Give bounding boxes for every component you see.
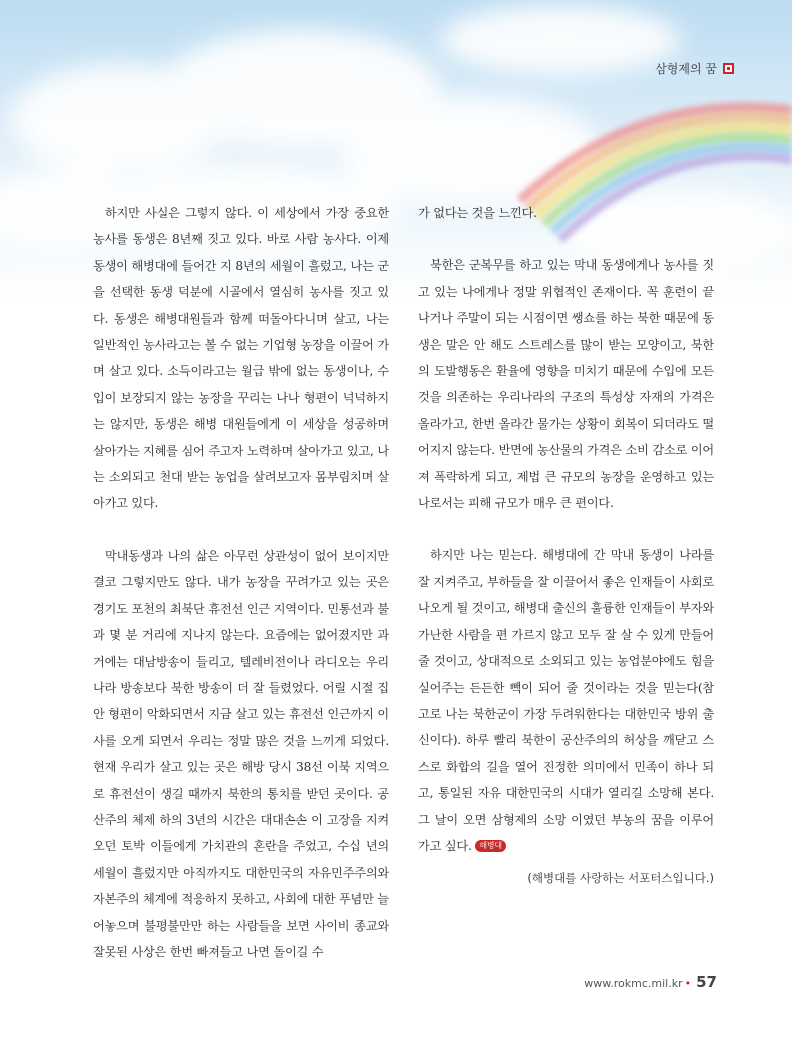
footer-url: www.rokmc.mil.kr <box>584 977 683 990</box>
page-footer <box>584 973 717 991</box>
left-column <box>93 200 389 965</box>
paragraph: 하지만 사실은 그렇지 않다. 이 세상에서 가장 중요한 농사를 동생은 8년째 짓고 있다. 바로 사람 농사다. 이제 동생이 해병대에 들어간 지 8년의 세월이 흘렀고, 나는 군을 선택한 동생 덕분에 시골에서 열심히 농사를 짓고 있다. 동생은 해병대원들과 함께 떠돌아다니며 살고, 나는 일반적인 농사라고는 볼 수 없는 기업형 농장을 이끌어 가며 살고 있다. 소득이라고는 월급 밖에 없는 동생이나, 수입이 보장되지 않는 농장을 꾸리는 나나 형편이 넉넉하지는 않지만, 동생은 해병 대원들에게 이 세상을 성공하며 살아가는 지혜를 심어 주고자 노력하며 살아가고 있고, 나는 소외되고 천대 받는 농업을 살려보고자 몸부림치며 살아가고 있다. <box>93 206 389 511</box>
end-badge: 해병대 <box>475 840 506 852</box>
page-number: 57 <box>696 973 717 991</box>
paragraph-final-text: 하지만 나는 믿는다. 해병대에 간 막내 동생이 나라를 잘 지켜주고, 부하들을 잘 이끌어서 좋은 인재들이 사회로 나오게 될 것이고, 해병대 출신의 훌륭한 인재들이 부자와 가난한 사람을 편 가르지 않고 모두 잘 살 수 있게 만들어 줄 것이고, 상대적으로 소외되고 있는 농업분야에도 힘을 실어주는 든든한 빽이 되어 줄 것이라는 것을 믿는다(참고로 나는 북한군이 가장 두려워한다는 대한민국 방위 출신이다). 하루 빨리 북한이 공산주의의 허상을 깨닫고 스스로 화합의 길을 열어 진정한 의미에서 민족이 하나 되고, 통일된 자유 대한민국의 시대가 열리길 소망해 본다. 그 날이 오면 삼형제의 소망 이였던 부농의 꿈을 이루어 가고 싶다. <box>418 548 714 853</box>
paragraph: 북한은 군복무를 하고 있는 막내 동생에게나 농사를 짓고 있는 나에게나 정말 위협적인 존재이다. 꼭 훈련이 끝나거나 주말이 되는 시점이면 쌩쇼를 하는 북한 때문에 동생은 말은 안 해도 스트레스를 많이 받는 모양이고, 북한의 도발행동은 환율에 영향을 미치기 때문에 수입에 모든 것을 의존하는 우리나라의 구조의 특성상 자재의 가격은 올라가고, 한번 올라간 물가는 상황이 회복이 되더라도 떨어지지 않는다. 반면에 농산물의 가격은 소비 감소로 이어져 폭락하게 되고, 제법 큰 규모의 농장을 운영하고 있는 나로서는 피해 규모가 매우 큰 편이다. <box>418 258 714 511</box>
section-title: 삼형제의 꿈 <box>655 62 717 76</box>
footer-dot-icon: • <box>684 977 692 990</box>
section-header <box>655 60 734 77</box>
section-marker-icon <box>723 63 734 74</box>
paragraph-final <box>418 542 714 859</box>
paragraph: 막내동생과 나의 삶은 아무런 상관성이 없어 보이지만 결코 그렇지만도 않다. 내가 농장을 꾸려가고 있는 곳은 경기도 포천의 최북단 휴전선 인근 지역이다. 민통선과 불과 몇 분 거리에 지나지 않는다. 요즘에는 없어졌지만 과거에는 대남방송이 들리고, 텔레비전이나 라디오는 우리나라 방송보다 북한 방송이 더 잘 들렸었다. 어릴 시절 집안 형편이 악화되면서 지금 살고 있는 휴전선 인근까지 이사를 오게 되면서 우리는 정말 많은 것을 느끼게 되었다. 현재 우리가 살고 있는 곳은 해방 당시 38선 이북 지역으로 휴전선이 생길 때까지 북한의 통치를 받던 곳이다. 공산주의 체제 하의 3년의 시간은 대대손손 이 고장을 지켜오던 토박 이들에게 가치관의 혼란을 주었고, 수십 년의 세월이 흘렀지만 아직까지도 대한민국의 자유민주주의와 자본주의 체계에 적응하지 못하고, 사회에 대한 푸념만 늘어놓으며 불평불만만 하는 사람들을 보면 사이비 종교와 잘못된 사상은 한번 빠져들고 나면 돌이길 수 <box>93 548 389 959</box>
author-credit: (해병대를 사랑하는 서포터스입니다.) <box>527 871 714 886</box>
paragraph-continuation: 가 없다는 것을 느낀다. <box>418 206 537 220</box>
right-column <box>418 200 714 891</box>
